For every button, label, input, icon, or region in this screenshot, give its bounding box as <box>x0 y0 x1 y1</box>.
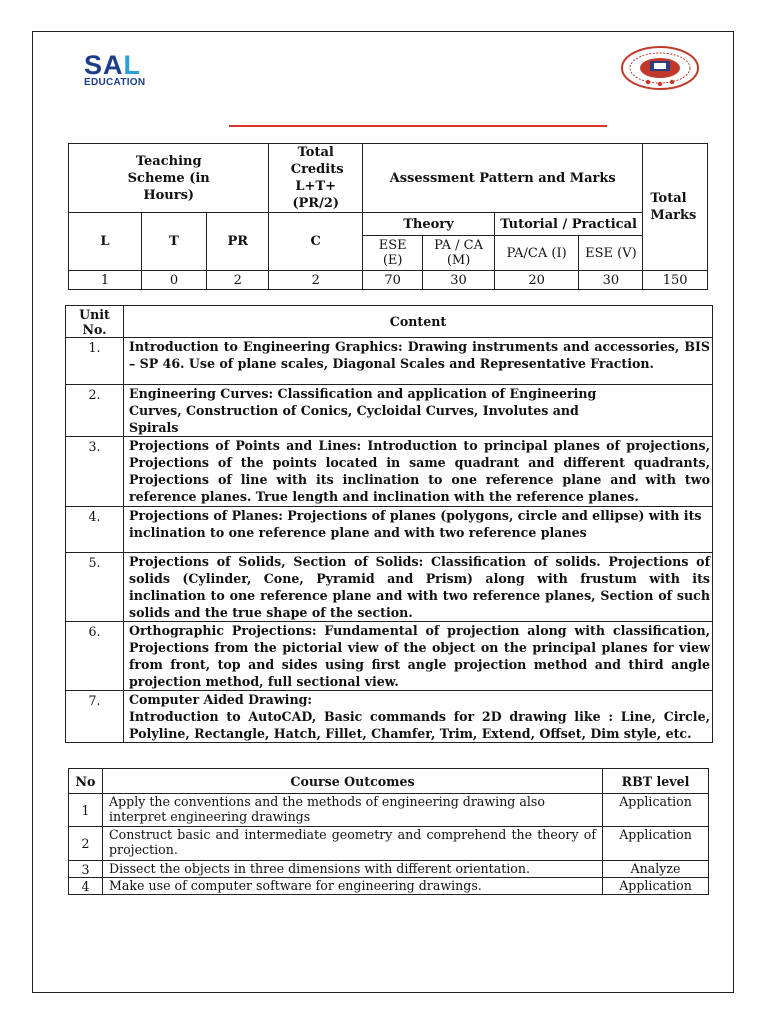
table-row <box>69 827 709 861</box>
value-t: 0 <box>141 271 206 290</box>
university-seal-icon <box>620 46 700 90</box>
outcome-text: Dissect the objects in three dimensions with different orientation. <box>103 861 603 878</box>
unit-content <box>124 691 713 743</box>
value-total-marks: 150 <box>643 271 708 290</box>
col-pr-header: PR <box>207 213 269 271</box>
table-row <box>69 861 709 878</box>
outcome-no-header: No <box>69 769 103 794</box>
value-c: 2 <box>269 271 363 290</box>
value-ese-e: 70 <box>363 271 423 290</box>
unit-content: Projections of Solids, Section of Solids: Classification of solids. Projections of solids (Cylinder, Cone, Pyramid and Prism) along with frustum with its inclination to one reference plane and with two reference planes, Section of such solids and the true shape of the section. <box>124 553 713 622</box>
pa-ca-m-header: PA / CA (M) <box>423 236 495 271</box>
sal-education-logo <box>84 52 145 88</box>
unit-number: 2. <box>66 385 124 437</box>
col-l-header: L <box>69 213 142 271</box>
rbt-level: Application <box>603 794 709 827</box>
outcome-number: 1 <box>69 794 103 827</box>
table-row <box>66 691 713 743</box>
assessment-header: Assessment Pattern and Marks <box>363 144 643 213</box>
col-c-header: C <box>269 213 363 271</box>
unit-no-header: Unit No. <box>66 306 124 338</box>
course-outcomes-table <box>68 768 709 895</box>
outcome-text: Make use of computer software for engineering drawings. <box>103 878 603 895</box>
teaching-scheme-table <box>68 143 708 290</box>
outcome-number: 3 <box>69 861 103 878</box>
total-credits-header: Total Credits L+T+(PR/2) <box>269 144 363 213</box>
outcome-text: Apply the conventions and the methods of engineering drawing also interpret engineering drawings <box>103 794 603 827</box>
outcome-text: Construct basic and intermediate geometry and comprehend the theory of projection. <box>103 827 603 861</box>
rbt-level: Application <box>603 878 709 895</box>
unit-content-body: Introduction to AutoCAD, Basic commands for 2D drawing like : Line, Circle, Polyline, Rectangle, Hatch, Fillet, Chamfer, Trim, Extend, Offset, Dim style, etc. <box>129 709 710 741</box>
value-pa-ca-i: 20 <box>494 271 579 290</box>
unit-content-heading: Computer Aided Drawing: <box>129 692 313 707</box>
value-ese-v: 30 <box>579 271 643 290</box>
table-row <box>66 622 713 691</box>
pa-ca-i-header: PA/CA (I) <box>494 236 579 271</box>
unit-content: Orthographic Projections: Fundamental of projection along with classification, Projections from the pictorial view of the object on the principal planes for view from front, top and sides using first angle projection method and third angle projection method, full sectional view. <box>124 622 713 691</box>
rbt-level: Application <box>603 827 709 861</box>
unit-number: 6. <box>66 622 124 691</box>
unit-content: Projections of Points and Lines: Introduction to principal planes of projections, Projections of the points located in same quadrant and different quadrants, Projections of line with its inclination to one reference plane and with two reference planes. True length and inclination with the reference planes. <box>124 437 713 507</box>
table-row <box>66 385 713 437</box>
logo-letter-l: L <box>123 50 142 80</box>
unit-content: Introduction to Engineering Graphics: Drawing instruments and accessories, BIS – SP 46. Use of plane scales, Diagonal Scales and Representative Fraction. <box>124 338 713 385</box>
logo-letter-s: S <box>84 50 104 80</box>
content-header: Content <box>124 306 713 338</box>
unit-number: 7. <box>66 691 124 743</box>
theory-header: Theory <box>363 213 495 236</box>
rbt-level-header: RBT level <box>603 769 709 794</box>
table-row <box>66 507 713 553</box>
ese-e-header: ESE (E) <box>363 236 423 271</box>
table-row <box>69 794 709 827</box>
value-pa-ca-m: 30 <box>423 271 495 290</box>
teaching-scheme-header: Teaching Scheme (in Hours) <box>69 144 269 213</box>
course-content-table <box>65 305 713 743</box>
logo-subtitle: EDUCATION <box>84 77 146 88</box>
rbt-level: Analyze <box>603 861 709 878</box>
table-row <box>66 437 713 507</box>
unit-number: 4. <box>66 507 124 553</box>
table-row <box>66 338 713 385</box>
unit-number: 3. <box>66 437 124 507</box>
value-pr: 2 <box>207 271 269 290</box>
unit-content: Engineering Curves: Classification and application of Engineering Curves, Construction of Conics, Cycloidal Curves, Involutes and Spirals <box>124 385 713 437</box>
logo-wordmark <box>84 52 145 78</box>
table-row <box>66 553 713 622</box>
col-t-header: T <box>141 213 206 271</box>
unit-content: Projections of Planes: Projections of planes (polygons, circle and ellipse) with its inclination to one reference plane and with two reference planes <box>124 507 713 553</box>
unit-number: 1. <box>66 338 124 385</box>
outcome-number: 2 <box>69 827 103 861</box>
ese-v-header: ESE (V) <box>579 236 643 271</box>
total-marks-header: Total Marks <box>643 144 708 271</box>
course-outcomes-header: Course Outcomes <box>103 769 603 794</box>
title-red-rule <box>229 125 607 127</box>
unit-number: 5. <box>66 553 124 622</box>
outcome-number: 4 <box>69 878 103 895</box>
table-row <box>69 878 709 895</box>
logo-letter-a: A <box>103 50 124 80</box>
tutorial-practical-header: Tutorial / Practical <box>494 213 643 236</box>
value-l: 1 <box>69 271 142 290</box>
